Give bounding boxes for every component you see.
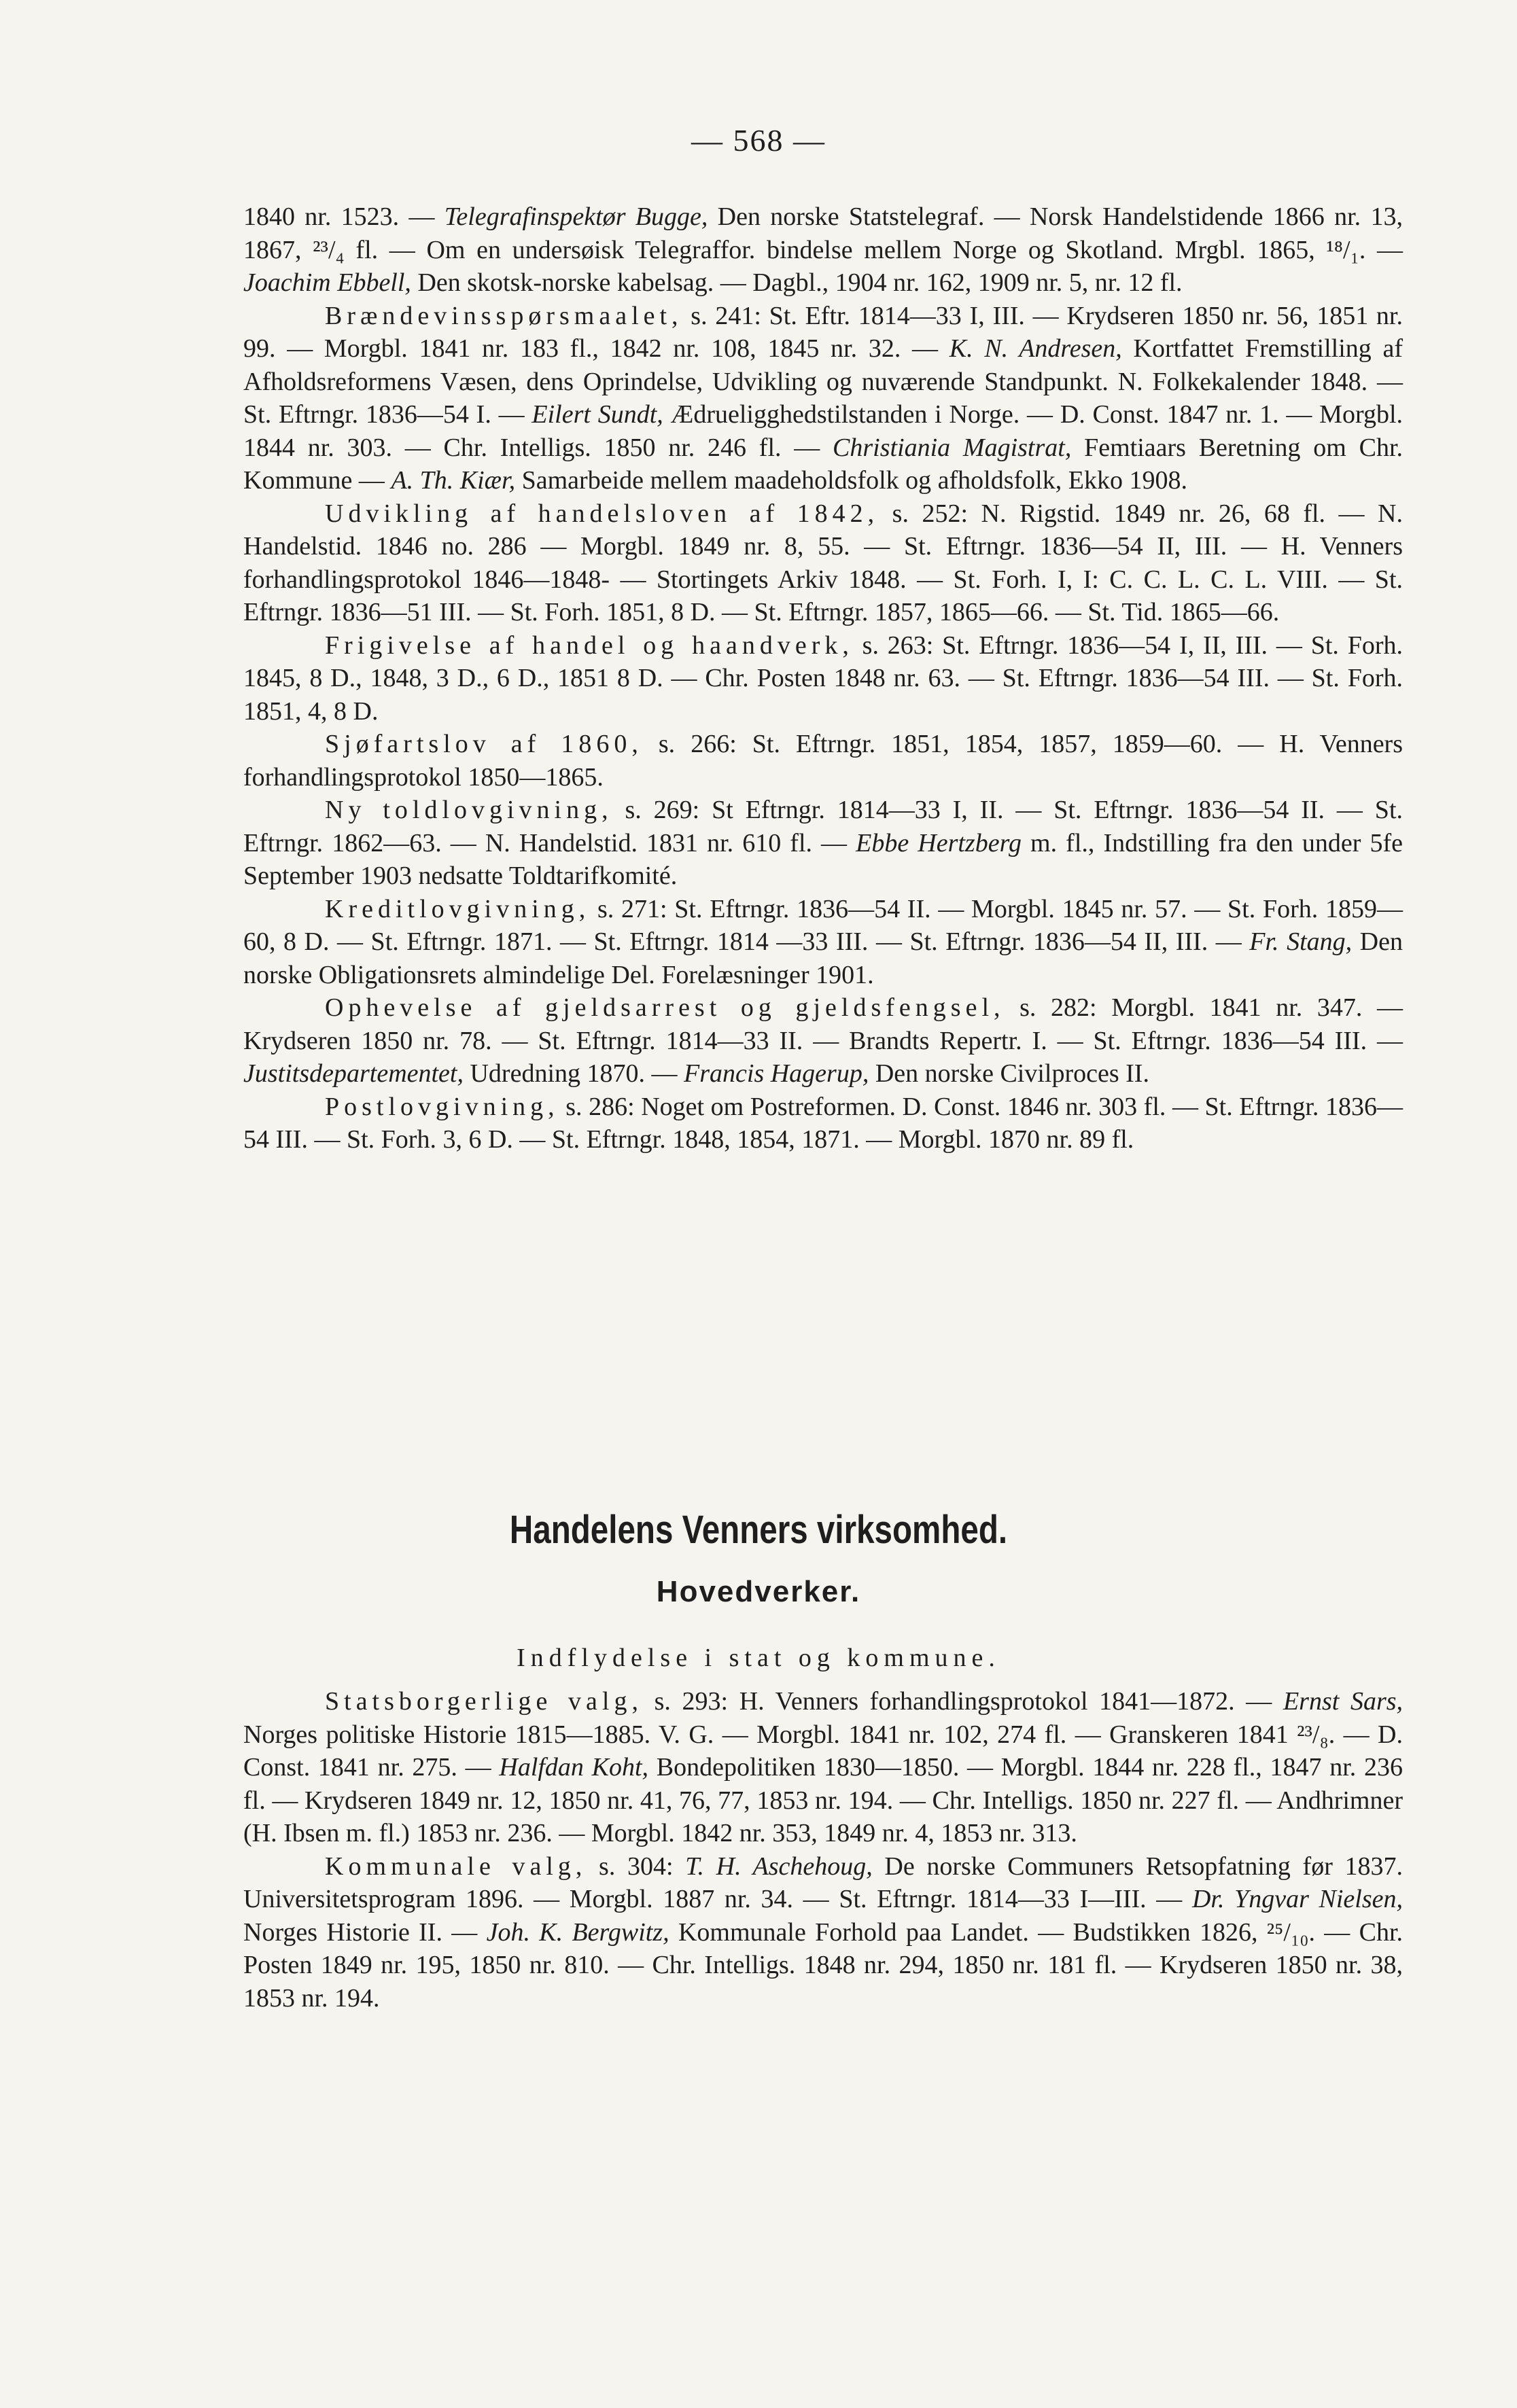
subsection-title: Indflydelse i stat og kommune. [517,1644,1000,1672]
reference-text: Bondepolitiken 1830—1850. — Morgbl. 1844 nr. 228 fl., 1847 nr. 236 fl. — Krydseren 1849 nr. 12, 1850 nr. 41, 76, 77, 1853 nr. 194. — Chr. Intelligs. 1850 nr. 227 fl. — Andhrimner (H. Ibsen m. fl.) 1853 nr. 236. — Morgbl. 1842 nr. 353, 1849 nr. 4, 1853 nr. 313. [243,1753,1403,1847]
entry-topic: Ophevelse af gjeldsarrest og gjeldsfengsel, [325,993,1005,1022]
reference-text: Den norske Statstelegraf. — Norsk Handelstidende 1866 nr. 13, 1867, ²³/₄ fl. — Om en undersøisk Telegraffor. bindelse mellem Norge og Skotland. Mrgbl. 1865, ¹⁸/₁. — [243,202,1403,264]
reference-text: Femtiaars Beretning om Chr. Kommune — [243,433,1403,495]
author-name: Justitsdepartementet, [243,1059,464,1088]
section-heading: Handelens Venners virksomhed. [509,1508,1008,1552]
bibliography-paragraph [243,794,1403,893]
entry-topic: Udvikling af handelsloven af 1842, [325,499,879,528]
bibliography-paragraph [243,1685,1403,1850]
section-subheading: Hovedverker. [656,1575,861,1608]
author-name: Ebbe Hertzberg [856,828,1022,857]
entry-topic: Sjøfartslov af 1860, [325,730,643,758]
reference-text: m. fl., Indstilling fra den under 5fe September 1903 nedsatte Toldtarifkomité. [243,828,1403,890]
bibliography-paragraph [243,497,1403,629]
author-name: Joachim Ebbell, [243,268,411,297]
reference-text: Udredning 1870. — [463,1059,684,1088]
reference-text: s. 293: H. Venners forhandlingsprotokol 1841—1872. — [642,1687,1283,1716]
author-name: Eilert Sundt, [531,400,663,429]
reference-text: s. 304: [587,1852,686,1881]
author-name: K. N. Andresen, [949,334,1122,363]
bibliography-paragraph [243,1091,1403,1156]
reference-text: Kommunale Forhold paa Landet. — Budstikken 1826, ²⁵/₁₀. — Chr. Posten 1849 nr. 195, 1850 nr. 810. — Chr. Intelligs. 1848 nr. 294, 1850 nr. 181 fl. — Krydseren 1850 nr. 38, 1853 nr. 194. [243,1917,1403,2013]
bibliography-section-1 [243,200,1403,1156]
author-name: Telegrafinspektør Bugge, [444,202,708,231]
entry-topic: Brændevinsspørsmaalet, [325,301,683,330]
page-number: — 568 — [691,123,826,158]
author-name: A. Th. Kiær, [391,466,516,495]
reference-text: s. 282: Morgbl. 1841 nr. 347. — Krydseren 1850 nr. 78. — St. Eftrngr. 1814—33 II. — Brandts Repertr. I. — St. Eftrngr. 1836—54 III. — [243,993,1403,1055]
bibliography-paragraph [243,300,1403,497]
author-name: Dr. Yngvar Nielsen, [1191,1885,1403,1913]
bibliography-paragraph [243,1850,1403,2015]
reference-text: Norges politiske Historie 1815—1885. V. G. — Morgbl. 1841 nr. 102, 274 fl. — Granskeren 1841 ²³/₈. — D. Const. 1841 nr. 275. — [243,1720,1403,1782]
reference-text: s. 266: St. Eftrngr. 1851, 1854, 1857, 1859—60. — H. Venners forhandlingsprotokol 1850—1865. [243,730,1403,792]
bibliography-paragraph [243,893,1403,992]
reference-text: s. 286: Noget om Postreformen. D. Const. 1846 nr. 303 fl. — St. Eftrngr. 1836—54 III. — St. Forh. 3, 6 D. — St. Eftrngr. 1848, 1854, 1871. — Morgbl. 1870 nr. 89 fl. [243,1092,1403,1154]
reference-text: Den skotsk-norske kabelsag. — Dagbl., 1904 nr. 162, 1909 nr. 5, nr. 12 fl. [411,268,1183,297]
reference-text: Samarbeide mellem maadeholdsfolk og afholdsfolk, Ekko 1908. [515,466,1187,495]
entry-topic: Postlovgivning, [325,1092,559,1121]
reference-text: s. 241: St. Eftr. 1814—33 I, III. — Krydseren 1850 nr. 56, 1851 nr. 99. — Morgbl. 1841 nr. 183 fl., 1842 nr. 108, 1845 nr. 32. — [243,301,1403,363]
author-name: Halfdan Koht, [499,1753,649,1782]
author-name: T. H. Aschehoug, [685,1852,873,1881]
bibliography-paragraph [243,728,1403,794]
author-name: Ernst Sars, [1283,1687,1403,1716]
reference-text: Kortfattet Fremstilling af Afholdsreformens Væsen, dens Oprindelse, Udvikling og nuværende Standpunkt. N. Folkekalender 1848. — St. Eftrngr. 1836—54 I. — [243,334,1403,429]
reference-text: s. 271: St. Eftrngr. 1836—54 II. — Morgbl. 1845 nr. 57. — St. Forh. 1859—60, 8 D. — St. Eftrngr. 1871. — St. Eftrngr. 1814 —33 III. — St. Eftrngr. 1836—54 II, III. — [243,894,1403,956]
entry-topic: Kreditlovgivning, [325,894,591,923]
entry-topic: Statsborgerlige valg, [325,1687,643,1716]
reference-text: Norges Historie II. — [243,1917,487,1947]
author-name: Christiania Magistrat, [833,433,1072,462]
author-name: Francis Hagerup, [684,1059,869,1088]
reference-text: Ædrueligghedstilstanden i Norge. — D. Const. 1847 nr. 1. — Morgbl. 1844 nr. 303. — Chr. Intelligs. 1850 nr. 246 fl. — [243,400,1403,462]
bibliography-paragraph [243,629,1403,728]
reference-text: s. 269: St Eftrngr. 1814—33 I, II. — St. Eftrngr. 1836—54 II. — St. Eftrngr. 1862—63. — N. Handelstid. 1831 nr. 610 fl. — [243,796,1403,857]
entry-topic: Frigivelse af handel og haandverk, [325,631,854,660]
reference-text: s. 263: St. Eftrngr. 1836—54 I, II, III. — St. Forh. 1845, 8 D., 1848, 3 D., 6 D., 1851 8 D. — Chr. Posten 1848 nr. 63. — St. Eftrngr. 1836—54 III. — St. Forh. 1851, 4, 8 D. [243,631,1403,726]
entry-topic: Ny toldlovgivning, [325,796,613,824]
reference-text: De norske Communers Retsopfatning før 1837. Universitetsprogram 1896. — Morgbl. 1887 nr. 34. — St. Eftrngr. 1814—33 I—III. — [243,1852,1403,1913]
bibliography-paragraph [243,991,1403,1091]
reference-text: 1840 nr. 1523. — [243,202,444,231]
reference-text: Den norske Civilproces II. [869,1059,1149,1088]
reference-text: s. 252: N. Rigstid. 1849 nr. 26, 68 fl. — N. Handelstid. 1846 no. 286 — Morgbl. 1849 nr. 8, 55. — St. Eftrngr. 1836—54 II, III. — H. Venners forhandlingsprotokol 1846—1848- — Stortingets Arkiv 1848. — St. Forh. I, I: C. C. L. C. L. VIII. — St. Eftrngr. 1836—51 III. — St. Forh. 1851, 8 D. — St. Eftrngr. 1857, 1865—66. — St. Tid. 1865—66. [243,499,1403,626]
author-name: Fr. Stang, [1249,927,1353,956]
bibliography-section-2 [243,1685,1403,2015]
author-name: Joh. K. Bergwitz, [486,1917,669,1947]
entry-topic: Kommunale valg, [325,1852,587,1881]
reference-text: Den norske Obligationsrets almindelige Del. Forelæsninger 1901. [243,927,1403,989]
bibliography-paragraph [243,200,1403,300]
